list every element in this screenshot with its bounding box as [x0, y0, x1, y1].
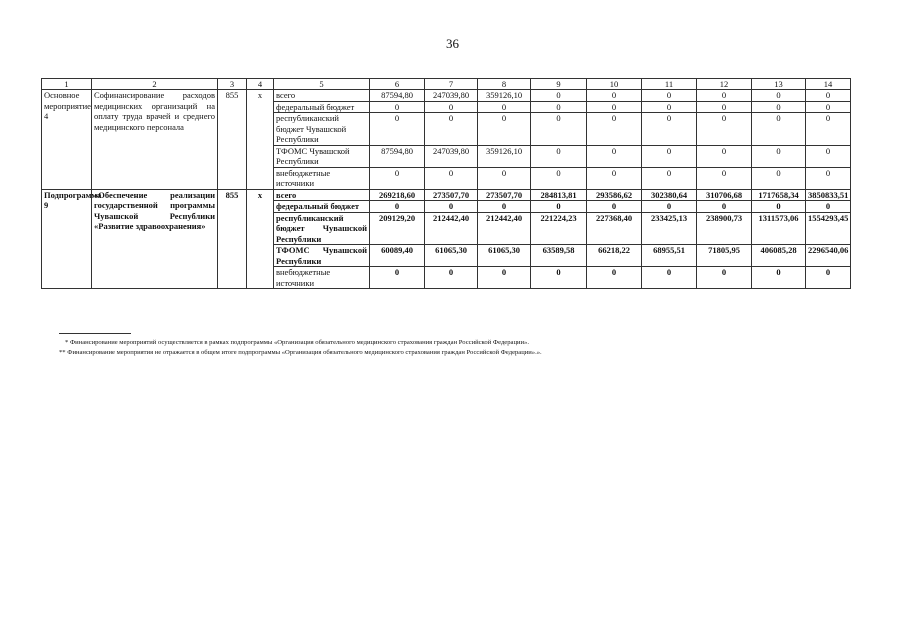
table-row: [42, 189, 851, 201]
cell-value: 61065,30: [425, 245, 478, 267]
column-number-row: [42, 79, 851, 90]
group-name: Основное мероприятие 4: [42, 90, 92, 190]
cell-value: 284813,81: [531, 189, 587, 201]
cell-value: 61065,30: [478, 245, 531, 267]
cell-value: 221224,23: [531, 212, 587, 245]
column-header: 13: [752, 79, 806, 90]
column-header: 2: [92, 79, 218, 90]
column-header: 5: [274, 79, 370, 90]
cell-value: 0: [425, 101, 478, 113]
cell-value: 0: [642, 145, 697, 167]
cell-value: 0: [642, 101, 697, 113]
footnote-1: * Финансирование мероприятий осуществляется в рамках подпрограммы «Организация обязательного медицинского страхования граждан Российской Федерации».: [65, 339, 529, 346]
cell-value: 0: [587, 101, 642, 113]
cell-value: 0: [642, 201, 697, 213]
column-header: 10: [587, 79, 642, 90]
source-label: федеральный бюджет: [274, 201, 370, 213]
cell-value: 0: [587, 90, 642, 102]
source-label: республиканский бюджет Чувашской Республики: [274, 212, 370, 245]
cell-value: 0: [752, 201, 806, 213]
cell-value: 247039,80: [425, 145, 478, 167]
cell-value: 1311573,06: [752, 212, 806, 245]
cell-value: 0: [752, 101, 806, 113]
cell-value: 0: [806, 167, 851, 189]
cell-value: 68955,51: [642, 245, 697, 267]
cell-value: 0: [478, 101, 531, 113]
cell-value: 0: [370, 101, 425, 113]
group-description: «Обеспечение реализации государственной программы Чувашской Республики «Развитие здравоохранения»: [92, 189, 218, 289]
footnote-divider: [59, 333, 131, 334]
cell-value: 0: [531, 167, 587, 189]
cell-value: 0: [697, 201, 752, 213]
cell-value: 0: [531, 201, 587, 213]
group-mark: x: [247, 189, 274, 289]
cell-value: 0: [752, 113, 806, 146]
cell-value: 0: [425, 167, 478, 189]
group-name: Подпрограмма 9: [42, 189, 92, 289]
cell-value: 359126,10: [478, 90, 531, 102]
cell-value: 0: [370, 201, 425, 213]
cell-value: 0: [752, 145, 806, 167]
source-label: республиканский бюджет Чувашской Республики: [274, 113, 370, 146]
group-main-activity-4: [42, 90, 851, 190]
column-header: 6: [370, 79, 425, 90]
cell-value: 0: [425, 201, 478, 213]
group-subprogram-9: [42, 189, 851, 289]
cell-value: 212442,40: [478, 212, 531, 245]
cell-value: 0: [752, 267, 806, 289]
cell-value: 0: [806, 145, 851, 167]
cell-value: 293586,62: [587, 189, 642, 201]
cell-value: 227368,40: [587, 212, 642, 245]
cell-value: 0: [697, 101, 752, 113]
cell-value: 0: [587, 113, 642, 146]
column-header: 14: [806, 79, 851, 90]
column-header: 1: [42, 79, 92, 90]
cell-value: 60089,40: [370, 245, 425, 267]
cell-value: 310706,68: [697, 189, 752, 201]
column-header: 12: [697, 79, 752, 90]
cell-value: 233425,13: [642, 212, 697, 245]
cell-value: 238900,73: [697, 212, 752, 245]
source-label: всего: [274, 189, 370, 201]
cell-value: 66218,22: [587, 245, 642, 267]
group-code: 855: [218, 189, 247, 289]
cell-value: 0: [642, 113, 697, 146]
cell-value: 212442,40: [425, 212, 478, 245]
cell-value: 0: [587, 145, 642, 167]
cell-value: 0: [531, 145, 587, 167]
cell-value: 0: [806, 201, 851, 213]
cell-value: 71805,95: [697, 245, 752, 267]
cell-value: 0: [531, 113, 587, 146]
cell-value: 359126,10: [478, 145, 531, 167]
cell-value: 0: [478, 267, 531, 289]
cell-value: 273507,70: [478, 189, 531, 201]
cell-value: 0: [697, 267, 752, 289]
cell-value: 0: [752, 167, 806, 189]
page-number: 36: [446, 36, 459, 51]
cell-value: 1554293,45: [806, 212, 851, 245]
cell-value: 0: [370, 167, 425, 189]
cell-value: 0: [370, 267, 425, 289]
cell-value: 2296540,06: [806, 245, 851, 267]
cell-value: 0: [697, 145, 752, 167]
cell-value: 269218,60: [370, 189, 425, 201]
column-header: 3: [218, 79, 247, 90]
group-code: 855: [218, 90, 247, 190]
group-mark: x: [247, 90, 274, 190]
cell-value: 0: [697, 167, 752, 189]
cell-value: 0: [752, 90, 806, 102]
cell-value: 0: [587, 267, 642, 289]
source-label: федеральный бюджет: [274, 101, 370, 113]
cell-value: 247039,80: [425, 90, 478, 102]
cell-value: 0: [587, 201, 642, 213]
cell-value: 0: [642, 90, 697, 102]
source-label: ТФОМС Чувашской Республики: [274, 145, 370, 167]
cell-value: 87594,80: [370, 145, 425, 167]
column-header: 11: [642, 79, 697, 90]
cell-value: 209129,20: [370, 212, 425, 245]
cell-value: 0: [697, 113, 752, 146]
table-row: [42, 90, 851, 102]
cell-value: 0: [587, 167, 642, 189]
footnote-2: ** Финансирование мероприятия не отражается в общем итоге подпрограммы «Организация обязательного медицинского страхования граждан Российской Федерации».».: [59, 349, 542, 356]
cell-value: 0: [425, 113, 478, 146]
source-label: ТФОМС Чувашской Республики: [274, 245, 370, 267]
column-header: 8: [478, 79, 531, 90]
source-label: внебюджетные источники: [274, 167, 370, 189]
group-description: Софинансирование расходов медицинских организаций на оплату труда врачей и среднего медицинского персонала: [92, 90, 218, 190]
cell-value: 0: [478, 113, 531, 146]
column-header: 7: [425, 79, 478, 90]
footnotes: [59, 338, 542, 358]
cell-value: 0: [806, 101, 851, 113]
cell-value: 0: [531, 90, 587, 102]
cell-value: 0: [642, 267, 697, 289]
cell-value: 0: [642, 167, 697, 189]
cell-value: 0: [806, 267, 851, 289]
column-header: 4: [247, 79, 274, 90]
cell-value: 0: [697, 90, 752, 102]
cell-value: 63589,58: [531, 245, 587, 267]
funding-table: [41, 78, 851, 289]
cell-value: 0: [531, 101, 587, 113]
cell-value: 0: [806, 113, 851, 146]
cell-value: 0: [370, 113, 425, 146]
cell-value: 1717658,34: [752, 189, 806, 201]
cell-value: 0: [806, 90, 851, 102]
cell-value: 273507,70: [425, 189, 478, 201]
cell-value: 87594,80: [370, 90, 425, 102]
column-header: 9: [531, 79, 587, 90]
cell-value: 406085,28: [752, 245, 806, 267]
cell-value: 0: [425, 267, 478, 289]
cell-value: 0: [531, 267, 587, 289]
cell-value: 302380,64: [642, 189, 697, 201]
source-label: всего: [274, 90, 370, 102]
cell-value: 3850833,51: [806, 189, 851, 201]
cell-value: 0: [478, 167, 531, 189]
cell-value: 0: [478, 201, 531, 213]
source-label: внебюджетные источники: [274, 267, 370, 289]
